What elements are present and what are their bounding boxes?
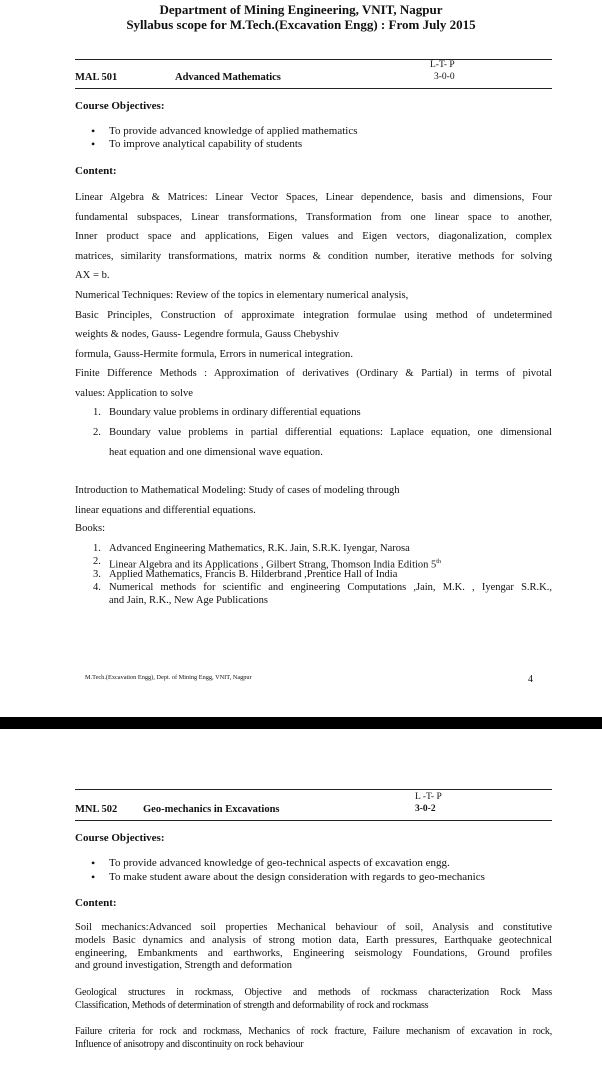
department-title: Department of Mining Engineering, VNIT, Nagpur	[159, 2, 443, 17]
course-code: MNL 502	[75, 804, 118, 815]
ltp-label: L-T- P	[430, 60, 455, 70]
content-heading: Content:	[75, 165, 117, 177]
page-footer: M.Tech.(Excavation Engg), Dept. of Mining Engg, VNIT, Nagpur	[85, 674, 252, 681]
fd-list-item: 2. Boundary value problems in partial differential equations: Laplace equation, one dimensional heat equation and one dimensional wave equation.	[93, 427, 552, 458]
content-body: Linear Algebra & Matrices: Linear Vector Spaces, Linear dependence, basis and dimensions, Four fundamental subspaces, Linear transformations, Transformation from one linear space to another, Inner product space and applications, Eigen values and Eigen vectors, diagonalization, complex matrices, similarity transformations, matrix norms & condition number, iterative methods for solving AX = b. Numerical Techniques: Review of the topics in elementary numerical analysis, Basic Principles, Construction of approximate integration formulae using method of undetermined weights & nodes, Gauss- Legendre formula, Gauss Chebyshiv formula, Gauss-Hermite formula, Errors in numerical integration. Finite Difference Methods : Approximation of derivatives (Ordinary & Partial) in terms of pivotal values: Application to solve	[75, 192, 552, 399]
page-number: 4	[528, 674, 533, 685]
document-page-2	[0, 729, 602, 1070]
modeling-paragraph: Introduction to Mathematical Modeling: Study of cases of modeling through linear equations and differential equations.	[75, 485, 400, 516]
ltp-value: 3-0-2	[415, 804, 436, 814]
objective-item: • To provide advanced knowledge of geo-technical aspects of excavation engg.	[91, 856, 450, 870]
course-title: Advanced Mathematics	[175, 72, 281, 83]
ltp-label: L -T- P	[415, 792, 442, 802]
divider-bottom	[75, 820, 552, 821]
book-item: 1. Advanced Engineering Mathematics, R.K. Jain, S.R.K. Iyengar, Narosa	[93, 543, 410, 554]
objective-item: • To make student aware about the design consideration with regards to geo-mechanics	[91, 870, 485, 884]
ltp-value: 3-0-0	[434, 72, 455, 82]
course-code: MAL 501	[75, 72, 118, 83]
objective-item: • To improve analytical capability of students	[91, 137, 303, 151]
fd-list-item: 1. Boundary value problems in ordinary differential equations	[93, 407, 361, 418]
failure-criteria-paragraph: Failure criteria for rock and rockmass, Mechanics of rock fracture, Failure mechanism of excavation in rock, Influence of anisotropy and discontinuity on rock behaviour	[75, 1026, 552, 1050]
book-item: 2. Linear Algebra and its Applications , Gilbert Strang, Thomson India Edition 5th	[93, 556, 441, 571]
objectives-heading: Course Objectives:	[75, 832, 165, 844]
objectives-heading: Course Objectives:	[75, 100, 165, 112]
divider-bottom	[75, 88, 552, 89]
course-title: Geo-mechanics in Excavations	[143, 804, 280, 815]
syllabus-title: Syllabus scope for M.Tech.(Excavation Engg) : From July 2015	[126, 17, 476, 32]
content-heading: Content:	[75, 897, 117, 909]
divider-top	[75, 59, 552, 60]
geological-structures-paragraph: Geological structures in rockmass, Objective and methods of rockmass characterization Rock Mass Classification, Methods of determination of strength and deformability of rock and rockmass	[75, 987, 552, 1011]
soil-mechanics-paragraph: Soil mechanics:Advanced soil properties Mechanical behaviour of soil, Analysis and constitutive models Basic dynamics and analysis of strong motion data, Earth pressures, Earthquake geotechnical engineering, Embankments and earthworks, Engineering seismology Foundations, Ground profiles and ground investigation, Strength and deformation	[75, 922, 552, 972]
divider-top	[75, 789, 552, 790]
objective-item: • To provide advanced knowledge of applied mathematics	[91, 124, 358, 138]
book-item: 4. Numerical methods for scientific and engineering Computations ,Jain, M.K. , Iyengar S.R.K., and Jain, R.K., New Age Publications	[93, 582, 552, 606]
book-item: 3. Applied Mathematics, Francis B. Hilderbrand ,Prentice Hall of India	[93, 569, 398, 580]
books-heading: Books:	[75, 523, 106, 534]
